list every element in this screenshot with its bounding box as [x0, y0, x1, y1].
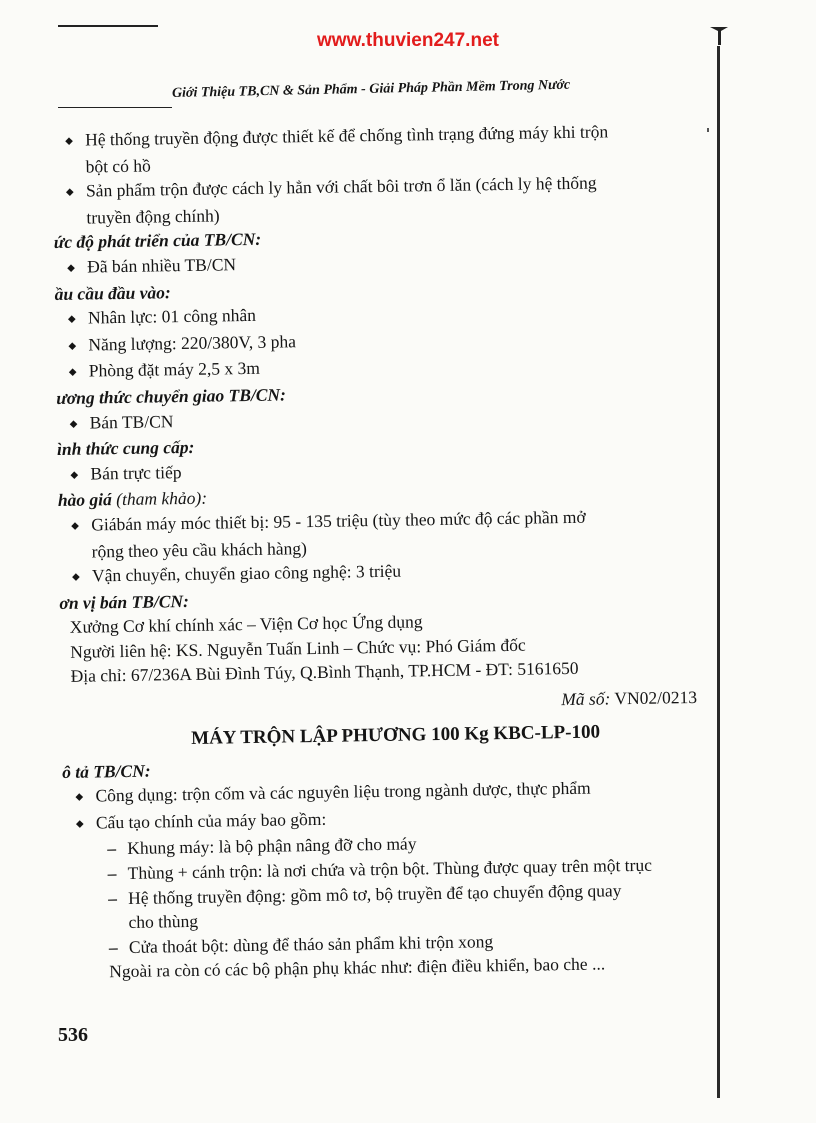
list-item: ◆ Năng lượng: 220/380V, 3 pha — [59, 323, 699, 360]
list-item: ◆ Hệ thống truyền động được thiết kế để chống tình trạng đứng máy khi trộn — [56, 118, 696, 155]
bullet-icon: ◆ — [75, 791, 84, 804]
seller-line: Xưởng Cơ khí chính xác – Viện Cơ học Ứng dụng — [69, 611, 423, 638]
scan-dot — [707, 128, 709, 132]
running-header: Giới Thiệu TB,CN & Sản Phẩm - Giải Pháp Phần Mềm Trong Nước — [171, 77, 571, 101]
list-item-continuation: bột có hồ — [85, 155, 151, 177]
corner-mark-icon — [708, 24, 730, 46]
header-rule — [58, 107, 172, 108]
section-heading: hào giá (tham khảo): — [57, 487, 208, 511]
contact-line: Người liên hệ: KS. Nguyễn Tuấn Linh – Chức vụ: Phó Giám đốc — [70, 634, 526, 662]
page-content — [53, 118, 709, 985]
list-item: ◆ Giábán máy móc thiết bị: 95 - 135 triệu (tùy theo mức độ các phần mở — [62, 503, 702, 540]
product-code: Mã số: VN02/0213 — [561, 687, 698, 710]
section-heading: ơn vị bán TB/CN: — [59, 590, 190, 613]
bullet-icon: ◆ — [69, 418, 78, 430]
bullet-icon: ◆ — [65, 186, 74, 199]
list-item: ◆ Sản phẩm trộn được cách ly hẳn với chất bôi trơn ổ lăn (cách ly hệ thống — [57, 169, 697, 206]
list-item: ◆ Đã bán nhiều TB/CN — [58, 245, 698, 282]
list-item: ◆ Bán trực tiếp — [61, 452, 701, 489]
watermark-url[interactable]: www.thuvien247.net — [317, 30, 499, 51]
section-heading: ầu cầu đầu vào: — [54, 281, 171, 304]
top-rule — [58, 25, 158, 27]
bullet-icon: ◆ — [67, 313, 76, 325]
bullet-icon: ◆ — [70, 469, 79, 481]
list-item: ◆ Bán TB/CN — [60, 400, 700, 437]
sub-list-item: – Khung máy: là bộ phận nâng đỡ cho máy — [107, 833, 417, 859]
product-title: MÁY TRỘN LẬP PHƯƠNG 100 Kg KBC-LP-100 — [191, 721, 601, 749]
sub-list-item-continuation: cho thùng — [128, 911, 199, 933]
section-heading: ình thức cung cấp: — [56, 436, 195, 460]
bullet-icon: ◆ — [68, 367, 77, 379]
bullet-icon: ◆ — [71, 571, 80, 583]
page-edge-line — [717, 46, 720, 1098]
page-number: 536 — [58, 1024, 88, 1046]
bullet-icon: ◆ — [71, 520, 80, 532]
section-heading: ức độ phát triển của TB/CN: — [53, 229, 262, 253]
list-item: ◆ Vận chuyển, chuyển giao công nghệ: 3 triệu — [63, 554, 703, 591]
address-line: Địa chỉ: 67/236A Bùi Đình Túy, Q.Bình Thạnh, TP.HCM - ĐT: 5161650 — [70, 658, 579, 687]
list-item: ◆ Cấu tạo chính của máy bao gồm: — [67, 801, 707, 838]
bullet-icon: ◆ — [67, 262, 75, 274]
bullet-icon: ◆ — [75, 818, 84, 830]
list-item-continuation: truyền động chính) — [86, 205, 220, 228]
sub-list-item: – Cửa thoát bột: dùng để tháo sản phẩm khi trộn xong — [108, 931, 494, 958]
sub-list-item: – Hệ thống truyền động: gồm mô tơ, bộ truyền để tạo chuyển động quay — [107, 879, 622, 908]
list-item: ◆ Công dụng: trộn cốm và các nguyên liệu trong ngành dược, thực phẩm — [66, 774, 706, 811]
section-heading: ương thức chuyển giao TB/CN: — [56, 384, 287, 408]
list-item: ◆ Nhân lực: 01 công nhân — [59, 296, 699, 333]
other-parts-text: Ngoài ra còn có các bộ phận phụ khác như: điện điều khiển, bao che ... — [109, 953, 606, 982]
list-item: ◆ Phòng đặt máy 2,5 x 3m — [60, 349, 700, 386]
bullet-icon: ◆ — [65, 135, 73, 147]
section-heading: ô tả TB/CN: — [61, 760, 151, 782]
sub-list-item: – Thùng + cánh trộn: là nơi chứa và trộn bột. Thùng được quay trên một trục — [107, 854, 653, 884]
list-item-continuation: rộng theo yêu cầu khách hàng) — [91, 537, 308, 561]
bullet-icon: ◆ — [68, 340, 77, 352]
